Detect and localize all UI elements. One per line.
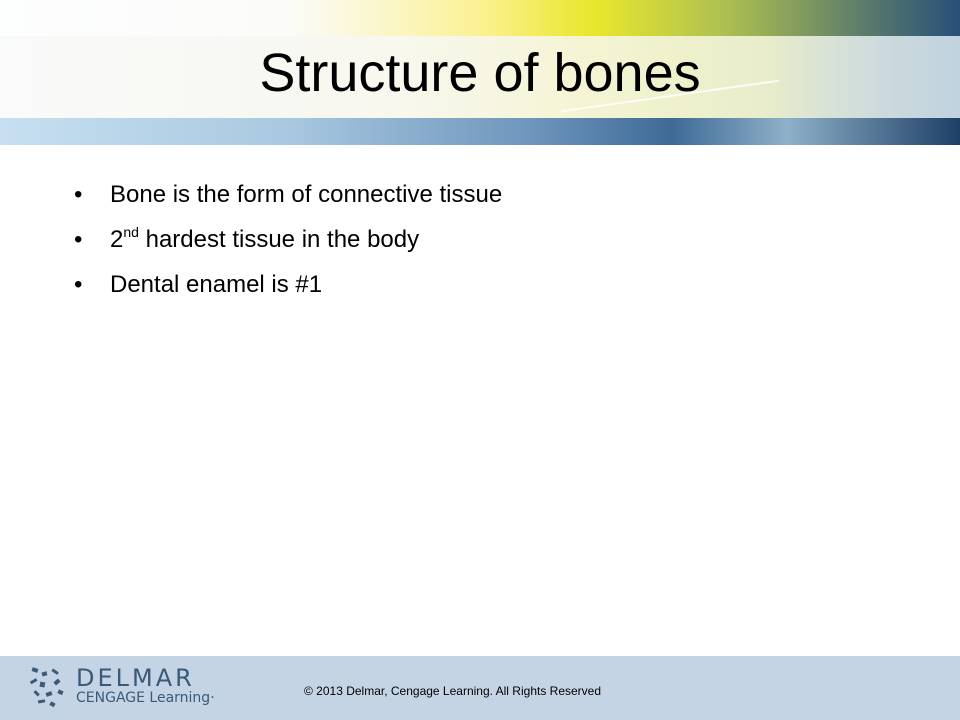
bullet-marker: •: [74, 181, 83, 208]
bullet-item: [74, 262, 502, 307]
bullet-item: [74, 217, 502, 262]
header-bottom-band: [0, 118, 960, 145]
bullet-text: hardest tissue in the body: [138, 226, 420, 253]
bullet-text: Dental enamel is #1: [110, 271, 323, 298]
bullet-list: [74, 172, 502, 307]
bullet-text: Bone is the form of connective tissue: [110, 181, 503, 208]
copyright-notice: © 2013 Delmar, Cengage Learning. All Rights Reserved: [304, 684, 602, 698]
bullet-text-prefix: 2: [110, 226, 124, 253]
cengage-mark-icon: [28, 666, 68, 708]
delmar-cengage-logo: [28, 662, 248, 712]
logo-cengage-text: CENGAGE Learning·: [76, 690, 215, 706]
logo-delmar-text: DELMAR: [76, 664, 195, 692]
slide-title: Structure of bones: [259, 43, 701, 103]
header-top-band: [0, 0, 960, 36]
bullet-item: [74, 172, 502, 217]
bullet-superscript: nd: [123, 224, 139, 240]
bullet-marker: •: [74, 271, 83, 298]
bullet-marker: •: [74, 226, 83, 253]
